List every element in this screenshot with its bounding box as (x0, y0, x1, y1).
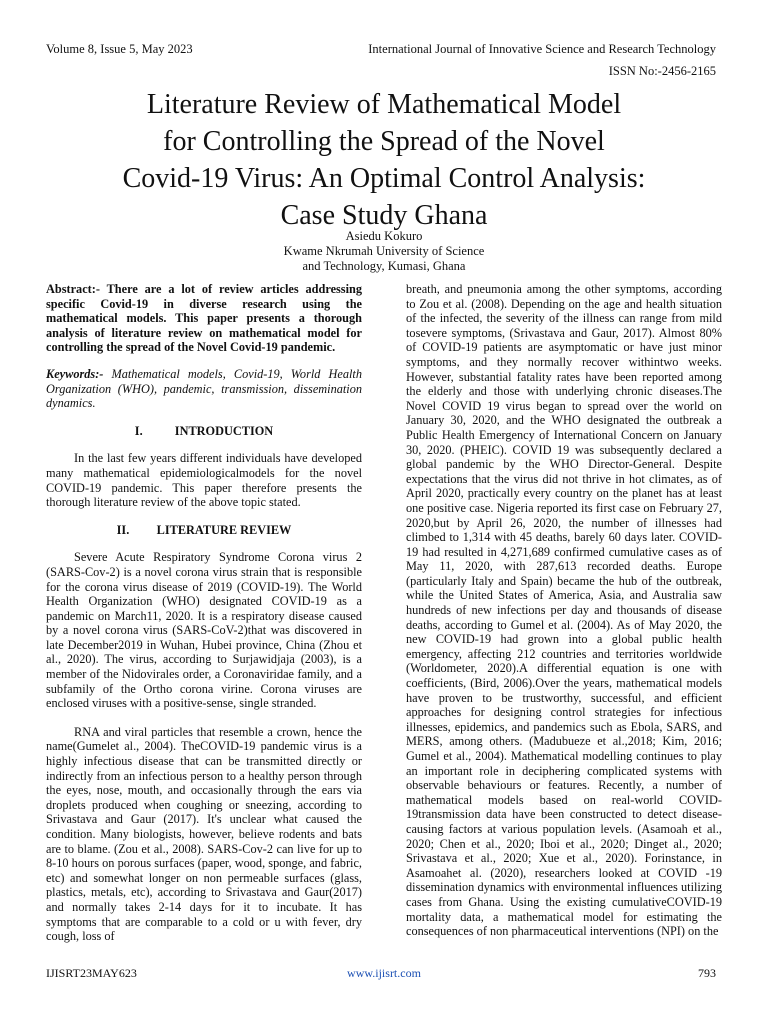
section-title: LITERATURE REVIEW (156, 522, 292, 537)
literature-paragraph-2: RNA and viral particles that resemble a crown, hence the name(Gumelet al., 2004). TheCOVID-19 pandemic virus is a highly infectious disease that can be transmitted directly or indirectly from an infectious person to a healthy person through the eyes, nose, mouth, and occasionally through the ears via droplets produced when coughing or sneezing, according to Srivastava and Gaur (2017). It's unclear what caused the condition. Many biologists, however, believe rodents and bats are to blame. (Zou et al., 2008). SARS-Cov-2 can live for up to 8-10 hours on porous surfaces (paper, wood, sponge, and fabric, etc) and somewhat longer on non permeable surfaces (glass, plastics, metals, etc), according to Srivastava and Gaur(2017) and normally takes 2-14 days for it to incubate. It has symptoms that are comparable to a cold or u with fever, dry cough, loss of (46, 724, 362, 944)
header-journal: International Journal of Innovative Science and Research Technology (368, 42, 716, 56)
author-name: Asiedu Kokuro (345, 229, 423, 243)
keywords-text: Mathematical models, Covid-19, World Health Organization (WHO), pandemic, transmission, dissemination dynamics. (46, 366, 362, 411)
title-line-3: Covid-19 Virus: An Optimal Control Analysis: (122, 163, 646, 194)
author-block (0, 229, 768, 274)
header-issn: ISSN No:-2456-2165 (608, 64, 716, 78)
title-line-4: Case Study Ghana (280, 200, 488, 231)
footer-paper-id: IJISRT23MAY623 (46, 966, 137, 980)
intro-paragraph: In the last few years different individuals have developed many mathematical epidemiologicalmodels for the novel COVID-19 pandemic. This paper therefore presents the thorough literature review of the above topic stated. (46, 451, 362, 510)
title-line-1: Literature Review of Mathematical Model (146, 89, 622, 120)
section-number: II. (116, 522, 130, 537)
author-affiliation-1: Kwame Nkrumah University of Science (283, 244, 485, 258)
literature-paragraph-1: Severe Acute Respiratory Syndrome Corona virus 2 (SARS-Cov-2) is a novel corona virus strain that is responsible for the corona virus disease of 2019 (COVID-19). The World Health Organization (WHO) designated COVID-19 as a pandemic on March11, 2020. It is a respiratory disease caused by a novel corona virus (SARS-CoV-2)that was discovered in late December2019 in Wuhan, Hubei province, China (Zhou et al., 2020). The virus, according to Surjawidjaja (2003), is a member of the Nidovirales order, a Coronaviridae family, and a subfamily of the Ortho corona virine. Corona viruses are enclosed viruses with a positive-sense, single stranded. (46, 550, 362, 711)
left-column (46, 282, 362, 944)
literature-paragraph-continued: breath, and pneumonia among the other symptoms, according to Zou et al. (2008). Depending on the age and health situation of the infected, the severity of the illness can range from mild tosevere symptoms, (Srivastava and Gaur, 2017). Almost 80% of COVID-19 patients are asymptomatic or have just minor symptoms, and they normally recover withintwo weeks. However, substantial fatality rates have been reported among the elderly and those with underlying chronic diseases.The Novel COVID 19 virus began to spread over the world on January 30, 2020, and the WHO designated the outbreak a Public Health Emergency of International Concern on January 30, 2020. (PHEIC). COVID 19 was subsequently declared a global pandemic by the WHO Director-General. Despite expectations that the virus did not thrive in hot climates, as of April 2020, practically every country on the planet has at least one positive case. Nigeria reported its first case on February 27, 2020,but by April 26, 2020, the number of illnesses had climbed to 1,314 with 45 deaths, barely 60 days later. COVID-19 had resulted in 4,271,689 confirmed cumulative cases as of May 11, 2020, with 287,613 recorded deaths. Europe (particularly Italy and Spain) became the hub of the outbreak, while the United States of America, Asia, and Australia saw hundreds of new infections per day and thousands of disease deaths, according to Gumel et al. (2004). As of May 2020, the new COVID-19 had grown into a global public health emergency, affecting 212 countries and territories worldwide (Worldometer, 2020).A differential equation is one with coefficients, (Bird, 2006).Over the years, mathematical models have proven to be trustworthy, successful, and efficient approaches for designing control strategies for infectious illnesses, epidemics, and pandemics such as Ebola, SARS, and MERS, among others. (Madubueze et al.,2018; Kim, 2016; Gumel et al., 2004). Mathematical modelling continues to play an important role in deciphering complicated systems with observable behaviours or features. Recently, a number of mathematical models based on real-world COVID-19transmission data have been constructed to detect disease-causing factors at various population levels. (Asamoah et al., 2020; Chen et al., 2020; Iboi et al., 2020; Dinget al., 2020; Srivastava et al., 2020; Xue et al., 2020). Forinstance, in Asamoahet al. (2020), researchers looked at COVID -19 dissemination dynamics with environmental influences utilizing cases from Ghana. Using the existing cumulativeCOVID-19 mortality data, a mathematical model for estimating the consequences of non pharmaceutical interventions (NPI) on the (406, 282, 722, 939)
abstract: Abstract:- There are a lot of review articles addressing specific Covid-19 in diverse research using the mathematical models. This paper presents a thorough analysis of literature review on mathematical model for controlling the spread of the Novel Covid-19 pandemic. (46, 282, 362, 355)
right-column (406, 282, 722, 939)
paper-title (60, 86, 708, 234)
keywords-label: Keywords:- (46, 366, 104, 381)
section-title: INTRODUCTION (174, 423, 274, 438)
section-heading-introduction (46, 424, 362, 439)
footer-page-number: 793 (698, 966, 716, 980)
author-affiliation-2: and Technology, Kumasi, Ghana (302, 259, 466, 273)
footer-url-link[interactable]: www.ijisrt.com (347, 966, 421, 980)
title-line-2: for Controlling the Spread of the Novel (163, 126, 605, 157)
section-number: I. (134, 423, 143, 438)
keywords (46, 367, 362, 411)
header-volume: Volume 8, Issue 5, May 2023 (46, 42, 193, 56)
section-heading-literature-review (46, 523, 362, 538)
